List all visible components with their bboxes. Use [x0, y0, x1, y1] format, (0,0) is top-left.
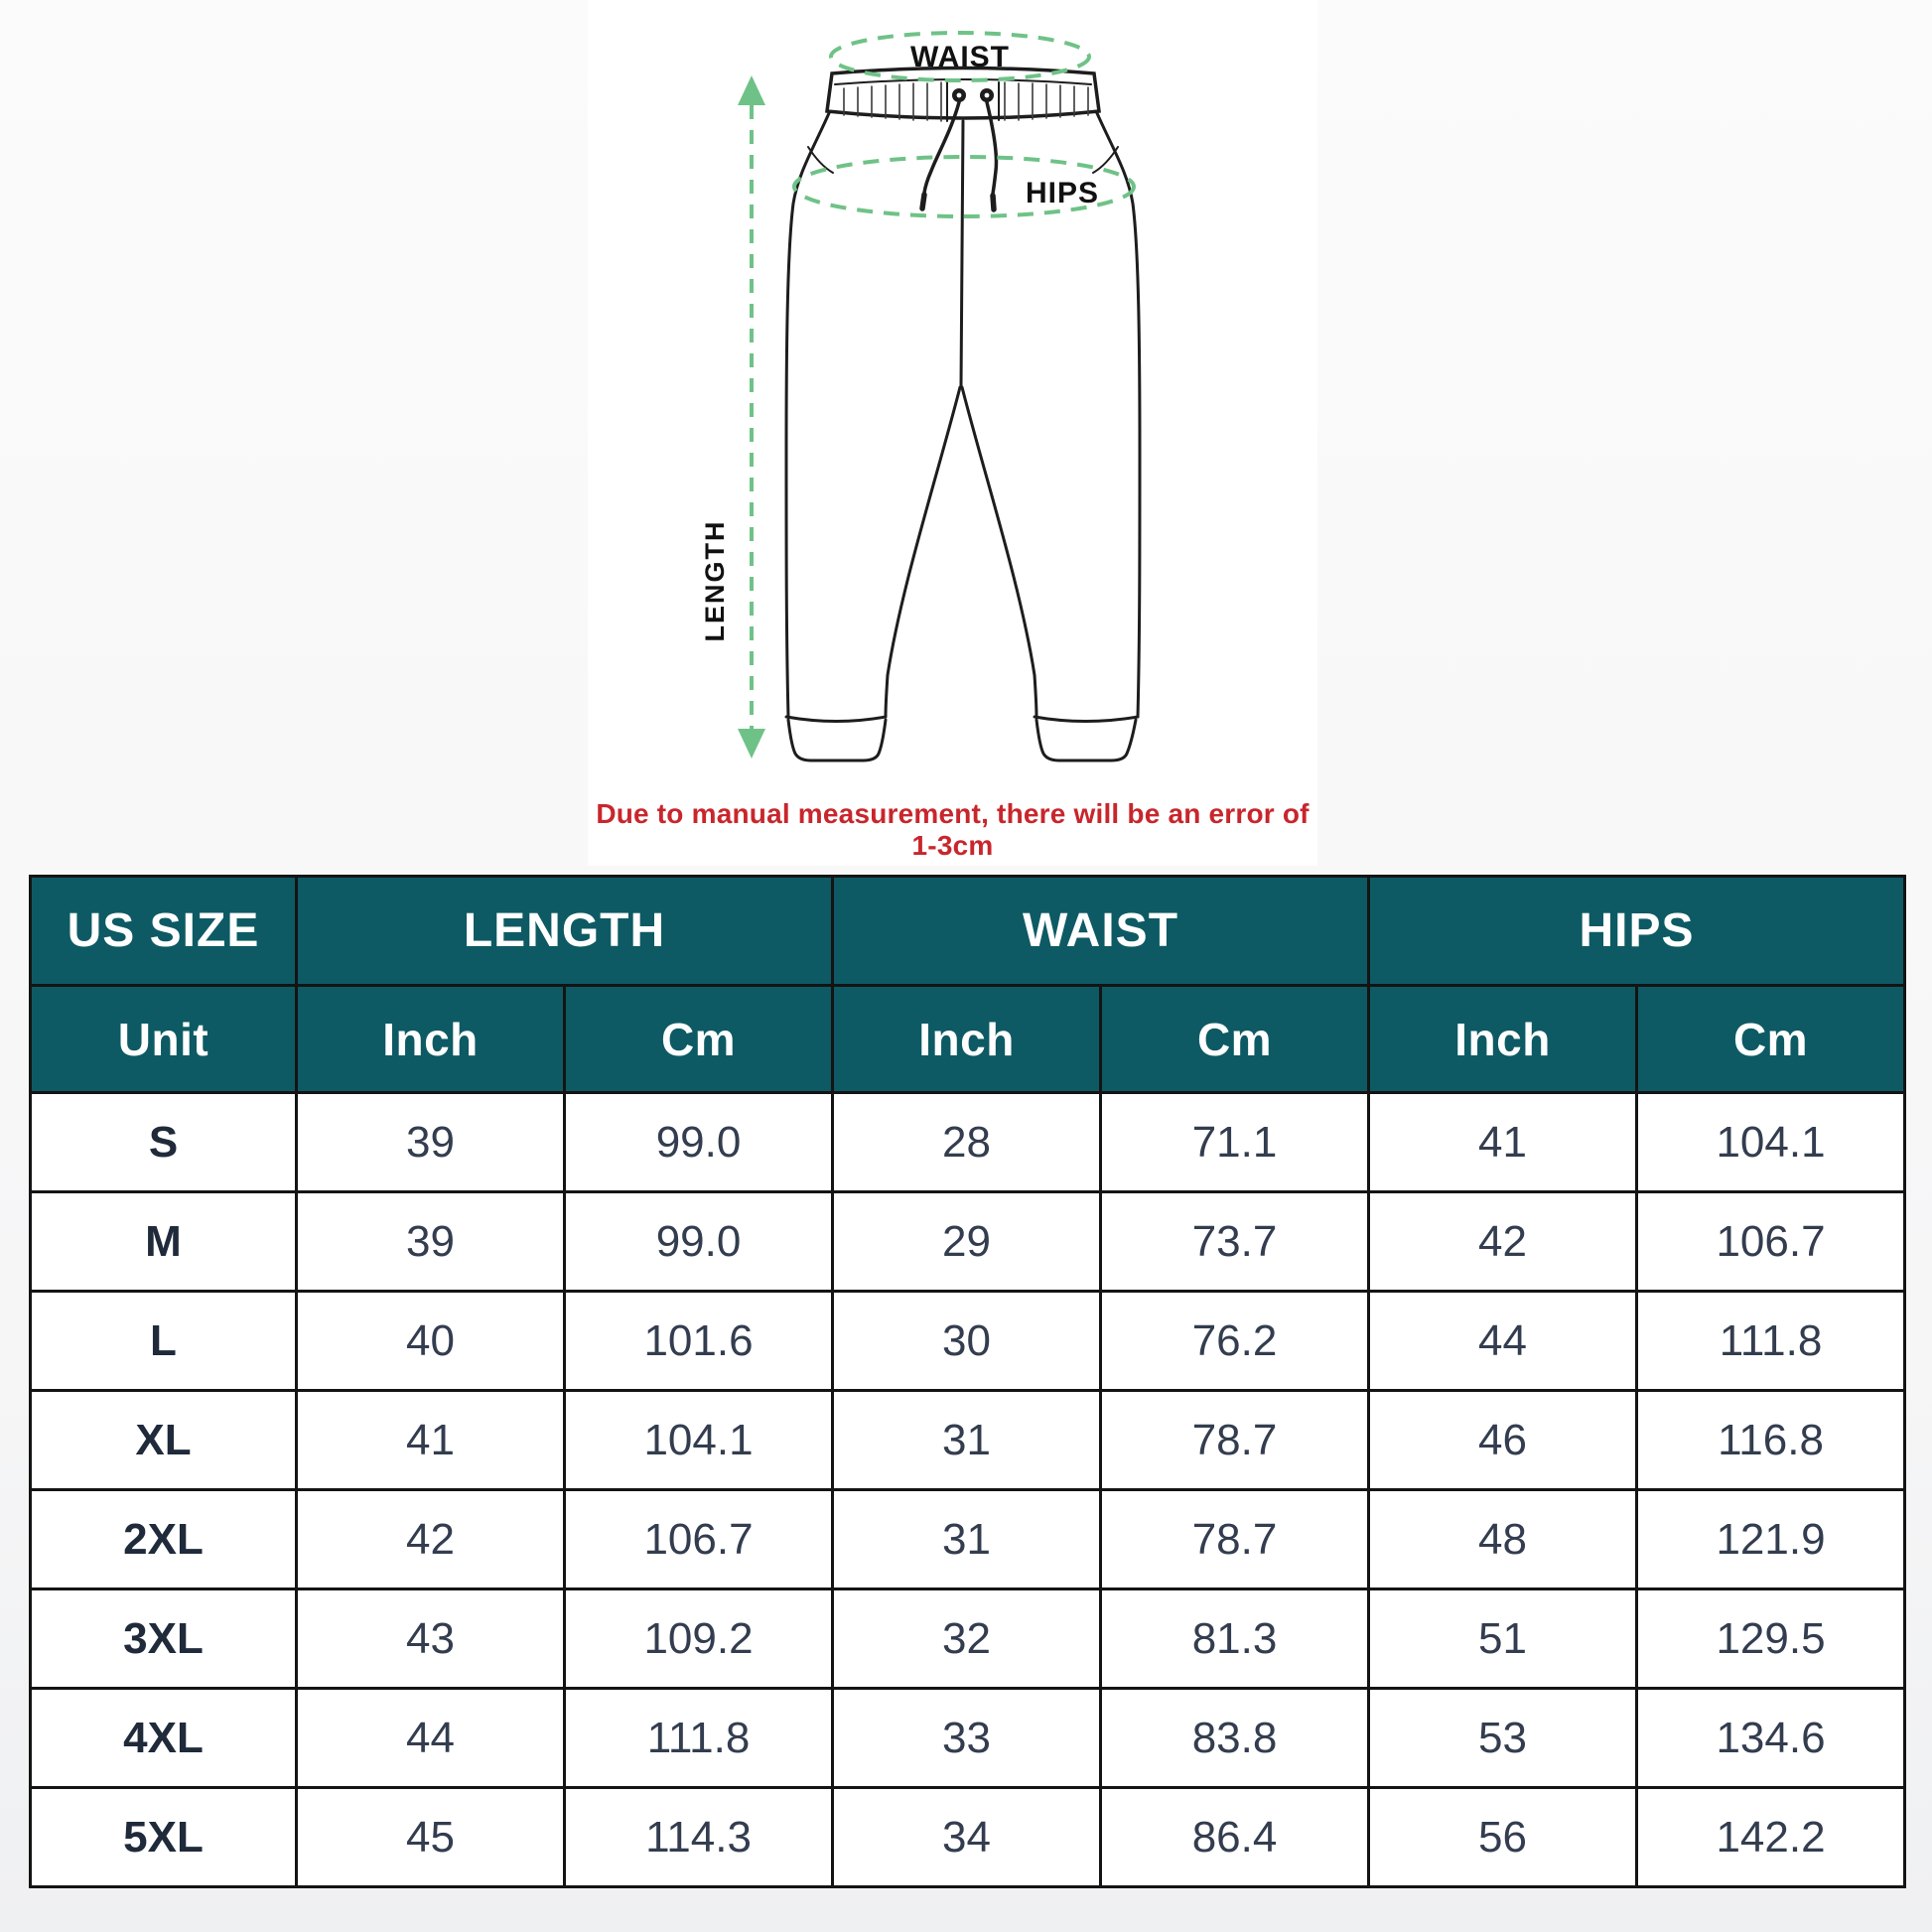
cell-hips-cm: 116.8 — [1637, 1391, 1905, 1490]
unit-label-cell: Unit — [31, 986, 297, 1093]
cell-waist-cm: 86.4 — [1101, 1788, 1369, 1887]
eyelet-left-hole — [957, 93, 962, 98]
table-row-s — [31, 1093, 1905, 1192]
measurement-diagram-panel — [588, 0, 1317, 866]
pants-left-cuff — [786, 717, 886, 760]
cell-hips-inch: 56 — [1369, 1788, 1637, 1887]
cell-size: L — [31, 1292, 297, 1391]
length-cm-header: Cm — [565, 986, 833, 1093]
drawstring-right-aglet — [993, 196, 994, 209]
cell-length-inch: 45 — [297, 1788, 565, 1887]
table-row-2xl — [31, 1490, 1905, 1589]
size-table-container — [29, 875, 1903, 1888]
cell-hips-inch: 48 — [1369, 1490, 1637, 1589]
pants-center-seam — [961, 121, 963, 385]
waist-cm-header: Cm — [1101, 986, 1369, 1093]
unit-header-row — [31, 986, 1905, 1093]
cell-size: XL — [31, 1391, 297, 1490]
col-header-hips: HIPS — [1369, 877, 1905, 986]
measurement-error-note: Due to manual measurement, there will be an error of 1-3cm — [596, 798, 1310, 861]
length-arrowhead-down — [738, 729, 765, 759]
cell-hips-inch: 51 — [1369, 1589, 1637, 1689]
cell-waist-inch: 33 — [833, 1689, 1101, 1788]
cell-waist-cm: 78.7 — [1101, 1391, 1369, 1490]
cell-size: 4XL — [31, 1689, 297, 1788]
pants-drawing — [786, 69, 1140, 761]
hips-inch-header: Inch — [1369, 986, 1637, 1093]
table-row-l — [31, 1292, 1905, 1391]
cell-size: S — [31, 1093, 297, 1192]
cell-waist-cm: 76.2 — [1101, 1292, 1369, 1391]
cell-length-inch: 39 — [297, 1192, 565, 1292]
cell-waist-inch: 34 — [833, 1788, 1101, 1887]
cell-hips-inch: 44 — [1369, 1292, 1637, 1391]
col-header-waist: WAIST — [833, 877, 1369, 986]
hips-measure-label: HIPS — [1025, 177, 1100, 209]
table-row-xl — [31, 1391, 1905, 1490]
cell-waist-inch: 31 — [833, 1490, 1101, 1589]
cell-hips-cm: 121.9 — [1637, 1490, 1905, 1589]
table-row-m — [31, 1192, 1905, 1292]
table-row-4xl — [31, 1689, 1905, 1788]
cell-waist-inch: 31 — [833, 1391, 1101, 1490]
cell-hips-cm: 111.8 — [1637, 1292, 1905, 1391]
measurement-guides — [752, 33, 1134, 729]
cell-hips-inch: 53 — [1369, 1689, 1637, 1788]
pants-right-cuff — [1035, 717, 1138, 760]
length-measure-label: LENGTH — [700, 519, 730, 642]
cell-waist-inch: 30 — [833, 1292, 1101, 1391]
cell-hips-inch: 46 — [1369, 1391, 1637, 1490]
cell-hips-inch: 42 — [1369, 1192, 1637, 1292]
cell-length-inch: 39 — [297, 1093, 565, 1192]
cell-hips-inch: 41 — [1369, 1093, 1637, 1192]
cell-length-inch: 40 — [297, 1292, 565, 1391]
cell-length-inch: 43 — [297, 1589, 565, 1689]
drawstring-left-aglet — [922, 195, 924, 208]
cell-waist-cm: 73.7 — [1101, 1192, 1369, 1292]
table-row-5xl — [31, 1788, 1905, 1887]
cell-size: M — [31, 1192, 297, 1292]
cell-size: 3XL — [31, 1589, 297, 1689]
pants-left-outer-seam — [786, 113, 829, 717]
pants-size-diagram — [588, 0, 1317, 784]
cell-hips-cm: 129.5 — [1637, 1589, 1905, 1689]
cell-waist-cm: 71.1 — [1101, 1093, 1369, 1192]
eyelet-right-hole — [985, 93, 990, 98]
size-table — [29, 875, 1906, 1888]
waist-inch-header: Inch — [833, 986, 1101, 1093]
cell-length-cm: 106.7 — [565, 1490, 833, 1589]
cell-length-cm: 99.0 — [565, 1093, 833, 1192]
cell-length-cm: 114.3 — [565, 1788, 833, 1887]
cell-waist-inch: 29 — [833, 1192, 1101, 1292]
cell-hips-cm: 134.6 — [1637, 1689, 1905, 1788]
waist-measure-label: WAIST — [910, 41, 1010, 73]
cell-waist-inch: 32 — [833, 1589, 1101, 1689]
cell-length-cm: 99.0 — [565, 1192, 833, 1292]
cell-hips-cm: 106.7 — [1637, 1192, 1905, 1292]
cell-length-cm: 104.1 — [565, 1391, 833, 1490]
cell-length-inch: 42 — [297, 1490, 565, 1589]
cell-length-cm: 101.6 — [565, 1292, 833, 1391]
cell-length-cm: 109.2 — [565, 1589, 833, 1689]
cell-waist-cm: 83.8 — [1101, 1689, 1369, 1788]
cell-hips-cm: 104.1 — [1637, 1093, 1905, 1192]
length-inch-header: Inch — [297, 986, 565, 1093]
cell-waist-cm: 78.7 — [1101, 1490, 1369, 1589]
group-header-row — [31, 877, 1905, 986]
cell-length-inch: 41 — [297, 1391, 565, 1490]
cell-hips-cm: 142.2 — [1637, 1788, 1905, 1887]
pants-left-inner-seam — [886, 387, 960, 717]
cell-length-cm: 111.8 — [565, 1689, 833, 1788]
cell-waist-inch: 28 — [833, 1093, 1101, 1192]
col-header-us-size: US SIZE — [31, 877, 297, 986]
pants-right-inner-seam — [962, 387, 1036, 717]
col-header-length: LENGTH — [297, 877, 833, 986]
table-row-3xl — [31, 1589, 1905, 1689]
cell-size: 2XL — [31, 1490, 297, 1589]
cell-size: 5XL — [31, 1788, 297, 1887]
length-arrowhead-up — [738, 75, 765, 105]
hips-cm-header: Cm — [1637, 986, 1905, 1093]
cell-waist-cm: 81.3 — [1101, 1589, 1369, 1689]
cell-length-inch: 44 — [297, 1689, 565, 1788]
